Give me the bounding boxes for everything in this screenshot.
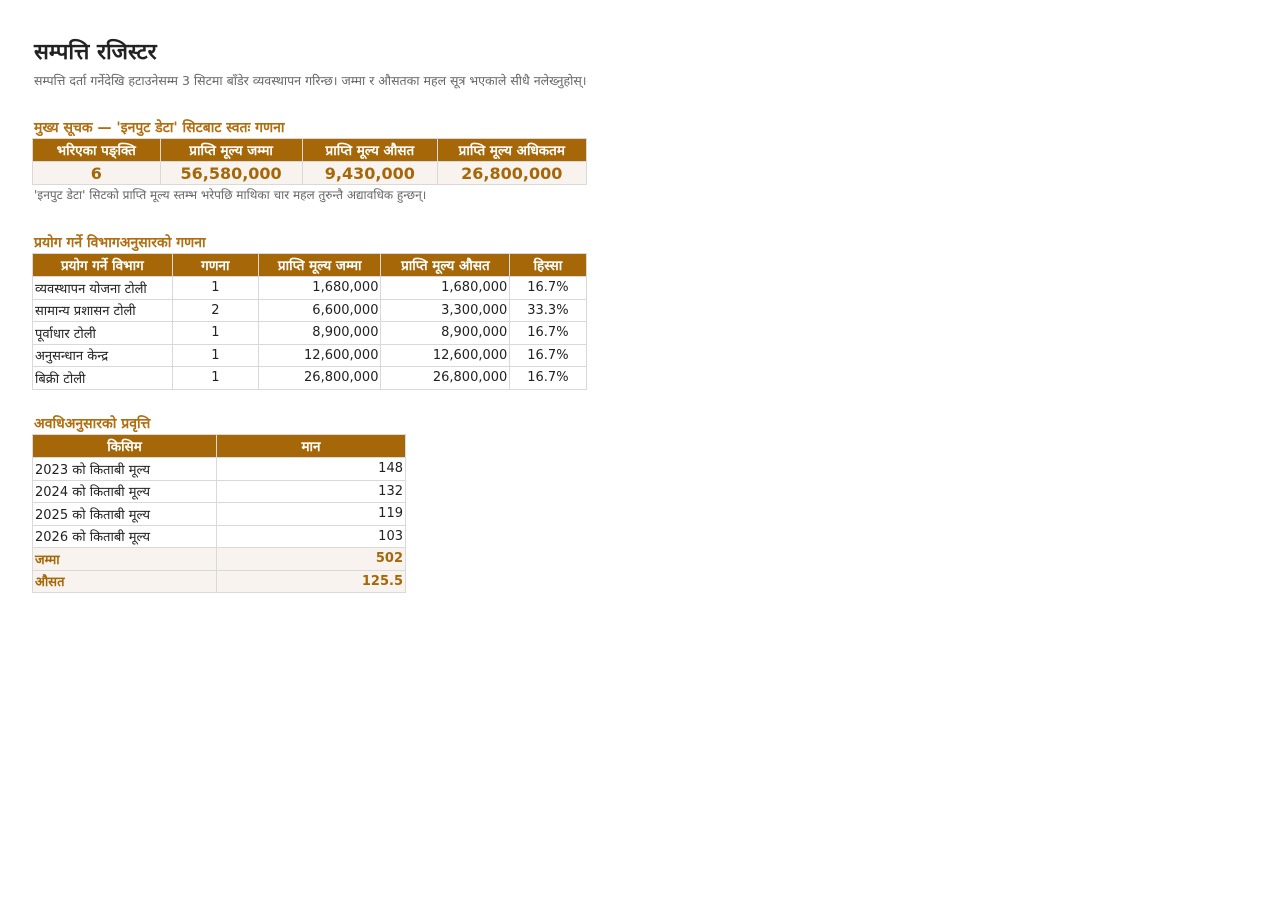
kpi-note: 'इनपुट डेटा' सिटको प्राप्ति मूल्य स्तम्भ भरेपछि माथिका चार महल तुरुन्तै अद्यावधिक हुन्छन्। (34, 188, 427, 202)
dept-name-cell[interactable]: अनुसन्धान केन्द्र (33, 344, 173, 367)
dept-count-cell[interactable]: 1 (172, 322, 258, 345)
kpi-header-cell[interactable]: प्राप्ति मूल्य औसत (302, 139, 437, 162)
trend-header-row (33, 435, 406, 458)
dept-header-row (33, 254, 587, 277)
dept-count-cell[interactable]: 1 (172, 277, 258, 300)
trend-average-label[interactable]: औसत (33, 570, 217, 593)
dept-share-cell[interactable]: 16.7% (510, 277, 586, 300)
trend-type-cell[interactable]: 2024 को किताबी मूल्य (33, 480, 217, 503)
kpi-header-row (33, 139, 587, 162)
table-row (33, 480, 406, 503)
dept-count-cell[interactable]: 1 (172, 344, 258, 367)
page-subtitle: सम्पत्ति दर्ता गर्नेदेखि हटाउनेसम्म 3 सिटमा बाँडेर व्यवस्थापन गरिन्छ। जम्मा र औसतका महल सूत्र भएकाले सीधै नलेख्नुहोस्। (34, 73, 587, 88)
kpi-total-value[interactable]: 56,580,000 (160, 162, 302, 185)
dept-share-cell[interactable]: 16.7% (510, 322, 586, 345)
trend-header-cell[interactable]: मान (217, 435, 406, 458)
dept-average-cell[interactable]: 1,680,000 (381, 277, 510, 300)
kpi-max-value[interactable]: 26,800,000 (438, 162, 586, 185)
table-row (33, 322, 587, 345)
trend-header-cell[interactable]: किसिम (33, 435, 217, 458)
dept-header-cell[interactable]: प्राप्ति मूल्य औसत (381, 254, 510, 277)
sheet (32, 38, 587, 591)
table-row (33, 525, 406, 548)
trend-average-row (33, 570, 406, 593)
table-row (33, 503, 406, 526)
dept-total-cell[interactable]: 12,600,000 (259, 344, 381, 367)
kpi-average-value[interactable]: 9,430,000 (302, 162, 437, 185)
dept-name-cell[interactable]: पूर्वाधार टोली (33, 322, 173, 345)
trend-total-value[interactable]: 502 (217, 548, 406, 571)
trend-total-label[interactable]: जम्मा (33, 548, 217, 571)
kpi-table (32, 138, 587, 185)
kpi-section-title: मुख्य सूचक — 'इनपुट डेटा' सिटबाट स्वतः गणना (34, 120, 285, 136)
table-row (33, 299, 587, 322)
table-row (33, 277, 587, 300)
kpi-value-row (33, 162, 587, 185)
dept-name-cell[interactable]: सामान्य प्रशासन टोली (33, 299, 173, 322)
dept-section-title: प्रयोग गर्ने विभागअनुसारको गणना (34, 235, 206, 251)
dept-average-cell[interactable]: 12,600,000 (381, 344, 510, 367)
kpi-header-cell[interactable]: भरिएका पङ्क्ति (33, 139, 161, 162)
dept-count-cell[interactable]: 2 (172, 299, 258, 322)
trend-type-cell[interactable]: 2025 को किताबी मूल्य (33, 503, 217, 526)
dept-name-cell[interactable]: व्यवस्थापन योजना टोली (33, 277, 173, 300)
trend-table (32, 434, 406, 593)
dept-average-cell[interactable]: 8,900,000 (381, 322, 510, 345)
dept-header-cell[interactable]: हिस्सा (510, 254, 586, 277)
trend-value-cell[interactable]: 148 (217, 458, 406, 481)
trend-average-value[interactable]: 125.5 (217, 570, 406, 593)
trend-value-cell[interactable]: 103 (217, 525, 406, 548)
kpi-header-cell[interactable]: प्राप्ति मूल्य जम्मा (160, 139, 302, 162)
dept-total-cell[interactable]: 1,680,000 (259, 277, 381, 300)
dept-total-cell[interactable]: 26,800,000 (259, 367, 381, 390)
table-row (33, 367, 587, 390)
trend-value-cell[interactable]: 119 (217, 503, 406, 526)
dept-name-cell[interactable]: बिक्री टोली (33, 367, 173, 390)
page-title: सम्पत्ति रजिस्टर (34, 40, 157, 65)
dept-header-cell[interactable]: गणना (172, 254, 258, 277)
dept-section (32, 233, 587, 390)
table-row (33, 344, 587, 367)
trend-value-cell[interactable]: 132 (217, 480, 406, 503)
dept-share-cell[interactable]: 16.7% (510, 367, 586, 390)
dept-share-cell[interactable]: 16.7% (510, 344, 586, 367)
trend-type-cell[interactable]: 2023 को किताबी मूल्य (33, 458, 217, 481)
trend-total-row (33, 548, 406, 571)
dept-count-cell[interactable]: 1 (172, 367, 258, 390)
kpi-filled-rows-value[interactable]: 6 (33, 162, 161, 185)
dept-average-cell[interactable]: 3,300,000 (381, 299, 510, 322)
dept-total-cell[interactable]: 6,600,000 (259, 299, 381, 322)
trend-type-cell[interactable]: 2026 को किताबी मूल्य (33, 525, 217, 548)
trend-section (32, 414, 406, 593)
dept-header-cell[interactable]: प्राप्ति मूल्य जम्मा (259, 254, 381, 277)
trend-section-title: अवधिअनुसारको प्रवृत्ति (34, 416, 151, 432)
dept-total-cell[interactable]: 8,900,000 (259, 322, 381, 345)
kpi-header-cell[interactable]: प्राप्ति मूल्य अधिकतम (438, 139, 586, 162)
dept-table (32, 253, 587, 390)
kpi-section (32, 118, 587, 205)
dept-average-cell[interactable]: 26,800,000 (381, 367, 510, 390)
dept-share-cell[interactable]: 33.3% (510, 299, 586, 322)
table-row (33, 458, 406, 481)
dept-header-cell[interactable]: प्रयोग गर्ने विभाग (33, 254, 173, 277)
